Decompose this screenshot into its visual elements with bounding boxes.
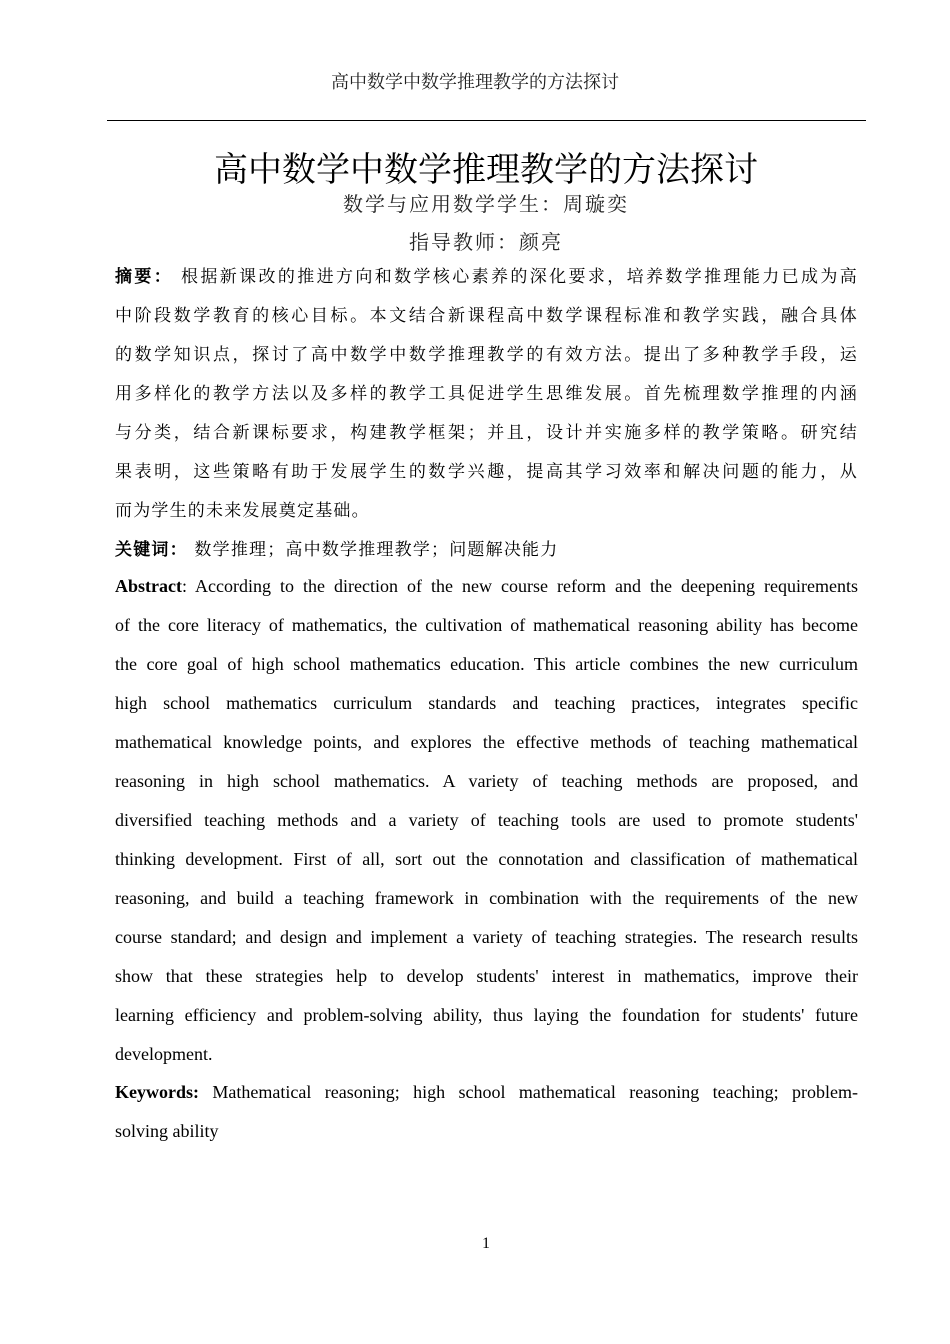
header-rule bbox=[107, 120, 866, 121]
keywords-en bbox=[115, 1073, 858, 1151]
abstract-en-text: : According to the direction of the new course reform and the deepening requirements bbox=[181, 576, 858, 596]
abstract-zh-line: 与分类，结合新课标要求，构建教学框架；并且，设计并实施多样的教学策略。研究结 bbox=[115, 423, 858, 443]
abstract-en-line bbox=[115, 567, 858, 606]
abstract-en-line: thinking development. First of all, sort out the connotation and classification of mathematical bbox=[115, 849, 858, 869]
abstract-en-line: development. bbox=[115, 1044, 213, 1064]
abstract-zh-line: 用多样化的教学方法以及多样的教学工具促进学生思维发展。首先梳理数学推理的内涵 bbox=[115, 384, 858, 404]
advisor-line: 指导教师：颜亮 bbox=[409, 232, 563, 254]
abstract-zh-text: 根据新课改的推进方向和数学核心素养的深化要求，培养数学推理能力已成为高 bbox=[180, 267, 859, 287]
author-line: 数学与应用数学学生：周璇奕 bbox=[343, 194, 629, 216]
abstract-zh-line: 的数学知识点，探讨了高中数学中数学推理教学的有效方法。提出了多种教学手段，运 bbox=[115, 345, 858, 365]
keywords-en-line bbox=[115, 1073, 858, 1112]
abstract-en-line: diversified teaching methods and a variety of teaching tools are used to promote students' bbox=[115, 810, 858, 830]
keywords-en-label: Keywords: bbox=[115, 1082, 199, 1102]
keywords-zh-label: 关键词： bbox=[115, 540, 188, 560]
abstract-zh-label: 摘要： bbox=[115, 267, 174, 287]
keywords-zh bbox=[115, 531, 858, 570]
abstract-zh bbox=[115, 258, 858, 570]
abstract-en-line: high school mathematics curriculum standards and teaching practices, integrates specific bbox=[115, 693, 858, 713]
abstract-en-line: learning efficiency and problem-solving ability, thus laying the foundation for students' future bbox=[115, 1005, 858, 1025]
abstract-en-line: course standard; and design and implement a variety of teaching strategies. The research results bbox=[115, 927, 858, 947]
abstract-en-line: reasoning, and build a teaching framework in combination with the requirements of the new bbox=[115, 888, 858, 908]
abstract-en-line: mathematical knowledge points, and explores the effective methods of teaching mathematical bbox=[115, 732, 858, 752]
abstract-en-line: of the core literacy of mathematics, the cultivation of mathematical reasoning ability has become bbox=[115, 615, 858, 635]
page-number: 1 bbox=[482, 1235, 490, 1252]
abstract-en-line: the core goal of high school mathematics education. This article combines the new curriculum bbox=[115, 654, 858, 674]
page-title: 高中数学中数学推理教学的方法探讨 bbox=[214, 150, 758, 190]
abstract-zh-line: 果表明，这些策略有助于发展学生的数学兴趣，提高其学习效率和解决问题的能力，从 bbox=[115, 462, 858, 482]
abstract-en bbox=[115, 567, 858, 1074]
abstract-en-line: show that these strategies help to develop students' interest in mathematics, improve their bbox=[115, 966, 858, 986]
abstract-en-line: reasoning in high school mathematics. A variety of teaching methods are proposed, and bbox=[115, 771, 858, 791]
abstract-zh-line: 而为学生的未来发展奠定基础。 bbox=[115, 501, 370, 521]
keywords-zh-text: 数学推理；高中数学推理教学；问题解决能力 bbox=[194, 540, 559, 560]
keywords-en-line: solving ability bbox=[115, 1121, 219, 1141]
keywords-en-text: Mathematical reasoning; high school mathematical reasoning teaching; problem- bbox=[199, 1082, 858, 1102]
abstract-en-label: Abstract bbox=[115, 576, 182, 596]
running-header: 高中数学中数学推理教学的方法探讨 bbox=[331, 72, 619, 92]
abstract-zh-line: 中阶段数学教育的核心目标。本文结合新课程高中数学课程标准和教学实践，融合具体 bbox=[115, 306, 858, 326]
abstract-zh-line bbox=[115, 258, 858, 297]
